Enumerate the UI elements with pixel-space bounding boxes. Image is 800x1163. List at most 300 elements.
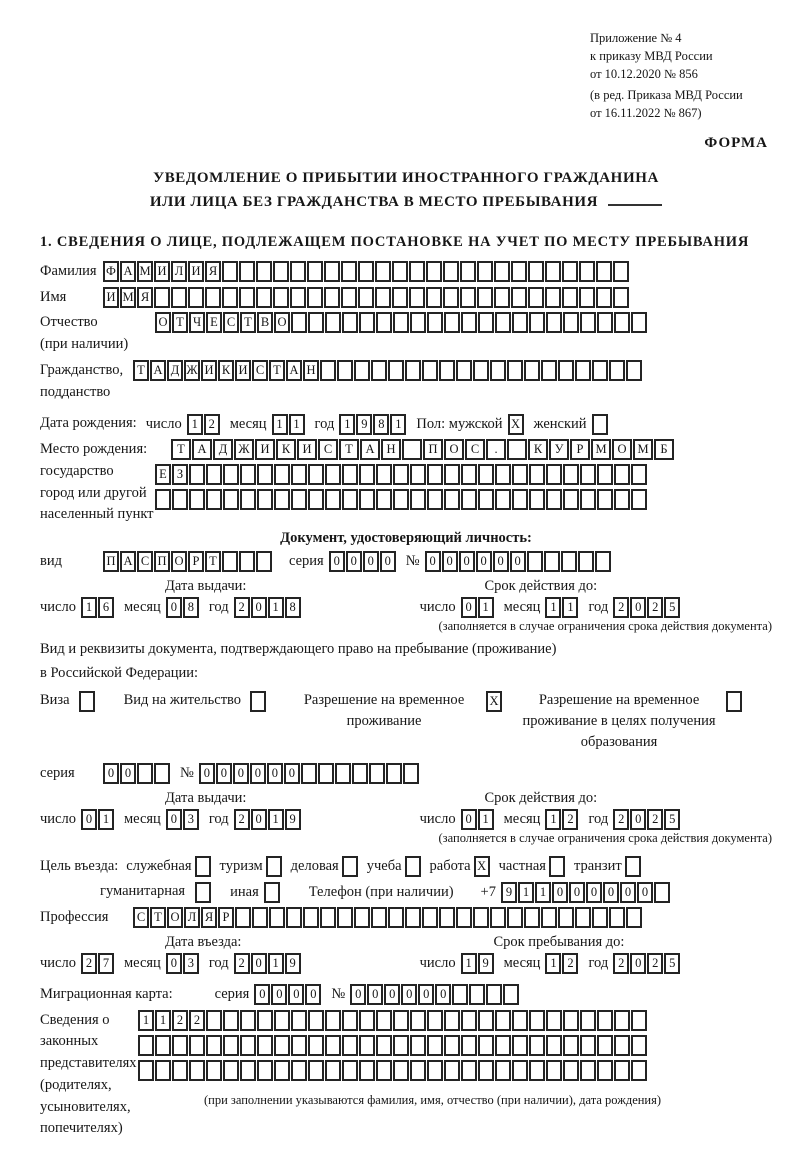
char-box[interactable]	[155, 1060, 171, 1081]
residence-issue-year-boxes[interactable]	[234, 809, 302, 830]
char-box[interactable]	[388, 360, 404, 381]
char-box[interactable]: 0	[166, 809, 182, 830]
char-box[interactable]	[405, 907, 421, 928]
char-box[interactable]: 0	[380, 551, 396, 572]
char-box[interactable]: 2	[189, 1010, 205, 1031]
char-box[interactable]	[614, 312, 630, 333]
char-box[interactable]	[393, 1010, 409, 1031]
citizenship-boxes[interactable]	[133, 360, 643, 381]
char-box[interactable]: О	[444, 439, 464, 460]
char-box[interactable]	[342, 312, 358, 333]
char-box[interactable]: 2	[613, 953, 629, 974]
char-box[interactable]	[578, 551, 594, 572]
char-box[interactable]: С	[252, 360, 268, 381]
sex-female-checkbox[interactable]	[592, 414, 609, 435]
char-box[interactable]	[155, 489, 171, 510]
char-box[interactable]	[264, 882, 280, 903]
char-box[interactable]	[324, 287, 340, 308]
char-box[interactable]: Н	[303, 360, 319, 381]
char-box[interactable]: 0	[418, 984, 434, 1005]
char-box[interactable]	[563, 489, 579, 510]
char-box[interactable]	[392, 287, 408, 308]
char-box[interactable]	[239, 551, 255, 572]
char-box[interactable]	[511, 261, 527, 282]
residence-number-boxes[interactable]	[199, 763, 420, 784]
char-box[interactable]: .	[486, 439, 506, 460]
char-box[interactable]	[402, 439, 422, 460]
representatives-boxes-row3[interactable]	[138, 1060, 661, 1081]
birthdate-day-boxes[interactable]	[187, 414, 221, 435]
char-box[interactable]	[563, 1060, 579, 1081]
char-box[interactable]	[354, 360, 370, 381]
char-box[interactable]	[403, 763, 419, 784]
char-box[interactable]: Т	[240, 312, 256, 333]
char-box[interactable]	[205, 287, 221, 308]
char-box[interactable]	[422, 360, 438, 381]
char-box[interactable]	[439, 907, 455, 928]
char-box[interactable]	[359, 464, 375, 485]
char-box[interactable]	[512, 489, 528, 510]
char-box[interactable]	[308, 1035, 324, 1056]
char-box[interactable]	[614, 489, 630, 510]
char-box[interactable]	[325, 1060, 341, 1081]
representatives-boxes-row2[interactable]	[138, 1035, 661, 1056]
doc-issue-month-boxes[interactable]	[166, 597, 200, 618]
char-box[interactable]	[354, 907, 370, 928]
char-box[interactable]: В	[257, 312, 273, 333]
char-box[interactable]	[273, 261, 289, 282]
purpose-work-checkbox[interactable]	[474, 856, 491, 877]
char-box[interactable]	[546, 464, 562, 485]
char-box[interactable]	[597, 1060, 613, 1081]
char-box[interactable]	[580, 1010, 596, 1031]
char-box[interactable]	[409, 261, 425, 282]
char-box[interactable]: Д	[213, 439, 233, 460]
char-box[interactable]	[427, 1060, 443, 1081]
char-box[interactable]: 9	[501, 882, 517, 903]
char-box[interactable]: 0	[267, 763, 283, 784]
char-box[interactable]	[223, 489, 239, 510]
char-box[interactable]	[410, 1035, 426, 1056]
char-box[interactable]	[195, 882, 211, 903]
char-box[interactable]: 9	[285, 953, 301, 974]
char-box[interactable]: С	[137, 551, 153, 572]
char-box[interactable]	[291, 1035, 307, 1056]
char-box[interactable]	[79, 691, 95, 712]
char-box[interactable]	[596, 287, 612, 308]
char-box[interactable]: А	[192, 439, 212, 460]
char-box[interactable]	[597, 1010, 613, 1031]
char-box[interactable]	[223, 464, 239, 485]
char-box[interactable]	[409, 287, 425, 308]
char-box[interactable]: 0	[254, 984, 270, 1005]
char-box[interactable]: 1	[289, 414, 305, 435]
char-box[interactable]: А	[150, 360, 166, 381]
char-box[interactable]: П	[423, 439, 443, 460]
char-box[interactable]: 0	[461, 597, 477, 618]
char-box[interactable]	[393, 464, 409, 485]
char-box[interactable]	[371, 360, 387, 381]
char-box[interactable]	[561, 551, 577, 572]
char-box[interactable]	[546, 1010, 562, 1031]
char-box[interactable]: 0	[251, 597, 267, 618]
char-box[interactable]	[405, 856, 421, 877]
residence-valid-year-boxes[interactable]	[613, 809, 681, 830]
purpose-private-checkbox[interactable]	[549, 856, 566, 877]
char-box[interactable]: 0	[459, 551, 475, 572]
char-box[interactable]	[495, 312, 511, 333]
char-box[interactable]	[575, 907, 591, 928]
birthplace-boxes-row2[interactable]	[155, 464, 675, 485]
char-box[interactable]	[189, 1060, 205, 1081]
char-box[interactable]	[477, 287, 493, 308]
char-box[interactable]	[291, 1010, 307, 1031]
char-box[interactable]	[596, 261, 612, 282]
char-box[interactable]: 1	[545, 953, 561, 974]
char-box[interactable]	[341, 261, 357, 282]
char-box[interactable]: 0	[251, 953, 267, 974]
char-box[interactable]	[597, 489, 613, 510]
char-box[interactable]: X	[508, 414, 524, 435]
purpose-transit-checkbox[interactable]	[625, 856, 642, 877]
char-box[interactable]	[308, 464, 324, 485]
char-box[interactable]: О	[612, 439, 632, 460]
char-box[interactable]	[478, 312, 494, 333]
char-box[interactable]	[291, 312, 307, 333]
char-box[interactable]	[545, 261, 561, 282]
char-box[interactable]	[240, 1060, 256, 1081]
char-box[interactable]	[495, 1010, 511, 1031]
char-box[interactable]	[325, 1010, 341, 1031]
char-box[interactable]	[369, 763, 385, 784]
char-box[interactable]	[478, 1035, 494, 1056]
char-box[interactable]	[469, 984, 485, 1005]
char-box[interactable]: Т	[171, 439, 191, 460]
sex-male-checkbox[interactable]	[508, 414, 525, 435]
char-box[interactable]: Л	[184, 907, 200, 928]
char-box[interactable]	[341, 287, 357, 308]
char-box[interactable]	[478, 1010, 494, 1031]
char-box[interactable]	[240, 1035, 256, 1056]
char-box[interactable]: 2	[234, 809, 250, 830]
char-box[interactable]: 0	[461, 809, 477, 830]
char-box[interactable]	[376, 1060, 392, 1081]
char-box[interactable]	[495, 464, 511, 485]
char-box[interactable]	[222, 551, 238, 572]
char-box[interactable]	[172, 489, 188, 510]
char-box[interactable]	[625, 856, 641, 877]
char-box[interactable]	[580, 312, 596, 333]
char-box[interactable]	[562, 261, 578, 282]
char-box[interactable]	[427, 312, 443, 333]
entry-day-boxes[interactable]	[81, 953, 115, 974]
char-box[interactable]	[580, 1035, 596, 1056]
purpose-official-checkbox[interactable]	[195, 856, 212, 877]
char-box[interactable]: 1	[272, 414, 288, 435]
char-box[interactable]	[240, 1010, 256, 1031]
char-box[interactable]	[529, 464, 545, 485]
char-box[interactable]	[307, 261, 323, 282]
migration-series-boxes[interactable]	[254, 984, 322, 1005]
char-box[interactable]: 2	[562, 809, 578, 830]
char-box[interactable]	[269, 907, 285, 928]
char-box[interactable]: Е	[206, 312, 222, 333]
purpose-humanitarian-checkbox[interactable]	[195, 882, 212, 903]
char-box[interactable]	[507, 360, 523, 381]
doc-series-boxes[interactable]	[329, 551, 397, 572]
char-box[interactable]	[461, 489, 477, 510]
char-box[interactable]: 8	[285, 597, 301, 618]
char-box[interactable]: 1	[478, 809, 494, 830]
char-box[interactable]	[580, 1060, 596, 1081]
char-box[interactable]: Т	[205, 551, 221, 572]
char-box[interactable]: Д	[167, 360, 183, 381]
char-box[interactable]: 1	[545, 597, 561, 618]
char-box[interactable]	[318, 763, 334, 784]
char-box[interactable]	[529, 1060, 545, 1081]
char-box[interactable]: И	[154, 261, 170, 282]
char-box[interactable]	[195, 856, 211, 877]
char-box[interactable]	[461, 464, 477, 485]
char-box[interactable]	[223, 1010, 239, 1031]
char-box[interactable]	[558, 907, 574, 928]
purpose-study-checkbox[interactable]	[405, 856, 422, 877]
char-box[interactable]: 0	[120, 763, 136, 784]
char-box[interactable]	[274, 1035, 290, 1056]
char-box[interactable]: 9	[285, 809, 301, 830]
char-box[interactable]	[206, 1060, 222, 1081]
char-box[interactable]: 1	[187, 414, 203, 435]
char-box[interactable]	[426, 287, 442, 308]
char-box[interactable]: 0	[199, 763, 215, 784]
char-box[interactable]	[444, 1060, 460, 1081]
doc-valid-day-boxes[interactable]	[461, 597, 495, 618]
char-box[interactable]: 0	[493, 551, 509, 572]
char-box[interactable]	[546, 489, 562, 510]
char-box[interactable]: 0	[288, 984, 304, 1005]
char-box[interactable]	[256, 551, 272, 572]
char-box[interactable]	[456, 907, 472, 928]
char-box[interactable]: К	[276, 439, 296, 460]
char-box[interactable]	[307, 287, 323, 308]
char-box[interactable]	[388, 907, 404, 928]
char-box[interactable]: 0	[233, 763, 249, 784]
char-box[interactable]	[626, 360, 642, 381]
char-box[interactable]	[609, 360, 625, 381]
char-box[interactable]: Р	[570, 439, 590, 460]
char-box[interactable]	[495, 1035, 511, 1056]
stay-month-boxes[interactable]	[545, 953, 579, 974]
char-box[interactable]: С	[223, 312, 239, 333]
char-box[interactable]	[494, 287, 510, 308]
char-box[interactable]: Я	[201, 907, 217, 928]
char-box[interactable]: 2	[647, 809, 663, 830]
char-box[interactable]	[257, 1010, 273, 1031]
temp-residence-checkbox[interactable]	[486, 691, 503, 712]
char-box[interactable]: 0	[586, 882, 602, 903]
char-box[interactable]	[546, 1060, 562, 1081]
char-box[interactable]	[320, 907, 336, 928]
char-box[interactable]	[529, 489, 545, 510]
char-box[interactable]	[393, 1060, 409, 1081]
char-box[interactable]: Ж	[234, 439, 254, 460]
char-box[interactable]: 0	[569, 882, 585, 903]
char-box[interactable]: С	[318, 439, 338, 460]
char-box[interactable]: О	[171, 551, 187, 572]
char-box[interactable]	[223, 1035, 239, 1056]
char-box[interactable]	[291, 1060, 307, 1081]
char-box[interactable]	[473, 907, 489, 928]
char-box[interactable]: 1	[138, 1010, 154, 1031]
char-box[interactable]	[137, 763, 153, 784]
char-box[interactable]	[461, 312, 477, 333]
char-box[interactable]	[595, 551, 611, 572]
char-box[interactable]	[478, 464, 494, 485]
char-box[interactable]	[580, 489, 596, 510]
char-box[interactable]: 1	[339, 414, 355, 435]
char-box[interactable]	[376, 464, 392, 485]
char-box[interactable]	[592, 907, 608, 928]
char-box[interactable]: С	[133, 907, 149, 928]
char-box[interactable]: 0	[284, 763, 300, 784]
char-box[interactable]	[222, 287, 238, 308]
char-box[interactable]	[478, 1060, 494, 1081]
char-box[interactable]	[631, 1010, 647, 1031]
char-box[interactable]: 1	[268, 953, 284, 974]
char-box[interactable]	[631, 1060, 647, 1081]
char-box[interactable]: 2	[647, 597, 663, 618]
char-box[interactable]	[290, 261, 306, 282]
char-box[interactable]	[342, 489, 358, 510]
char-box[interactable]: Т	[339, 439, 359, 460]
char-box[interactable]	[410, 464, 426, 485]
char-box[interactable]	[613, 261, 629, 282]
char-box[interactable]	[460, 261, 476, 282]
char-box[interactable]	[154, 763, 170, 784]
char-box[interactable]	[456, 360, 472, 381]
char-box[interactable]	[337, 360, 353, 381]
char-box[interactable]: Е	[155, 464, 171, 485]
char-box[interactable]: 6	[98, 597, 114, 618]
char-box[interactable]	[171, 287, 187, 308]
char-box[interactable]	[444, 464, 460, 485]
char-box[interactable]	[308, 1010, 324, 1031]
char-box[interactable]: У	[549, 439, 569, 460]
char-box[interactable]: 0	[620, 882, 636, 903]
char-box[interactable]	[359, 1060, 375, 1081]
char-box[interactable]: 0	[216, 763, 232, 784]
char-box[interactable]	[546, 1035, 562, 1056]
char-box[interactable]	[286, 907, 302, 928]
char-box[interactable]	[563, 1010, 579, 1031]
char-box[interactable]: 1	[535, 882, 551, 903]
char-box[interactable]	[376, 1035, 392, 1056]
char-box[interactable]	[274, 464, 290, 485]
char-box[interactable]	[308, 489, 324, 510]
char-box[interactable]	[342, 856, 358, 877]
profession-boxes[interactable]	[133, 907, 643, 928]
surname-boxes[interactable]	[103, 261, 630, 282]
char-box[interactable]: 1	[518, 882, 534, 903]
char-box[interactable]	[138, 1035, 154, 1056]
char-box[interactable]: П	[154, 551, 170, 572]
char-box[interactable]: Р	[218, 907, 234, 928]
char-box[interactable]	[410, 1060, 426, 1081]
char-box[interactable]	[325, 1035, 341, 1056]
char-box[interactable]: X	[486, 691, 502, 712]
char-box[interactable]	[410, 1010, 426, 1031]
char-box[interactable]	[359, 312, 375, 333]
char-box[interactable]	[342, 464, 358, 485]
char-box[interactable]	[527, 551, 543, 572]
char-box[interactable]	[631, 312, 647, 333]
char-box[interactable]: И	[297, 439, 317, 460]
representatives-boxes-row1[interactable]	[138, 1010, 661, 1031]
char-box[interactable]	[597, 312, 613, 333]
residence-issue-month-boxes[interactable]	[166, 809, 200, 830]
char-box[interactable]	[460, 287, 476, 308]
char-box[interactable]	[392, 261, 408, 282]
char-box[interactable]	[613, 287, 629, 308]
char-box[interactable]	[257, 1060, 273, 1081]
char-box[interactable]	[478, 489, 494, 510]
char-box[interactable]: 2	[81, 953, 97, 974]
char-box[interactable]	[303, 907, 319, 928]
char-box[interactable]	[631, 489, 647, 510]
char-box[interactable]	[324, 261, 340, 282]
char-box[interactable]	[274, 1060, 290, 1081]
char-box[interactable]: Т	[269, 360, 285, 381]
stay-year-boxes[interactable]	[613, 953, 681, 974]
char-box[interactable]	[439, 360, 455, 381]
char-box[interactable]: Т	[172, 312, 188, 333]
char-box[interactable]	[512, 464, 528, 485]
char-box[interactable]: 1	[268, 809, 284, 830]
char-box[interactable]	[393, 312, 409, 333]
purpose-other-checkbox[interactable]	[264, 882, 281, 903]
char-box[interactable]	[427, 1035, 443, 1056]
char-box[interactable]	[422, 907, 438, 928]
char-box[interactable]: 0	[630, 809, 646, 830]
char-box[interactable]: 0	[384, 984, 400, 1005]
char-box[interactable]	[461, 1035, 477, 1056]
char-box[interactable]: Б	[654, 439, 674, 460]
char-box[interactable]	[375, 287, 391, 308]
purpose-business-checkbox[interactable]	[342, 856, 359, 877]
char-box[interactable]	[511, 287, 527, 308]
char-box[interactable]: Ф	[103, 261, 119, 282]
char-box[interactable]	[301, 763, 317, 784]
char-box[interactable]	[579, 261, 595, 282]
char-box[interactable]: И	[201, 360, 217, 381]
char-box[interactable]: 1	[268, 597, 284, 618]
char-box[interactable]	[359, 1035, 375, 1056]
birthdate-year-boxes[interactable]	[339, 414, 407, 435]
char-box[interactable]: 1	[478, 597, 494, 618]
char-box[interactable]	[376, 489, 392, 510]
char-box[interactable]	[528, 261, 544, 282]
char-box[interactable]	[614, 464, 630, 485]
char-box[interactable]	[461, 1010, 477, 1031]
char-box[interactable]: 1	[98, 809, 114, 830]
char-box[interactable]: 0	[476, 551, 492, 572]
doc-valid-month-boxes[interactable]	[545, 597, 579, 618]
char-box[interactable]: 0	[350, 984, 366, 1005]
char-box[interactable]: 0	[363, 551, 379, 572]
char-box[interactable]: 8	[373, 414, 389, 435]
char-box[interactable]: К	[528, 439, 548, 460]
char-box[interactable]	[563, 1035, 579, 1056]
